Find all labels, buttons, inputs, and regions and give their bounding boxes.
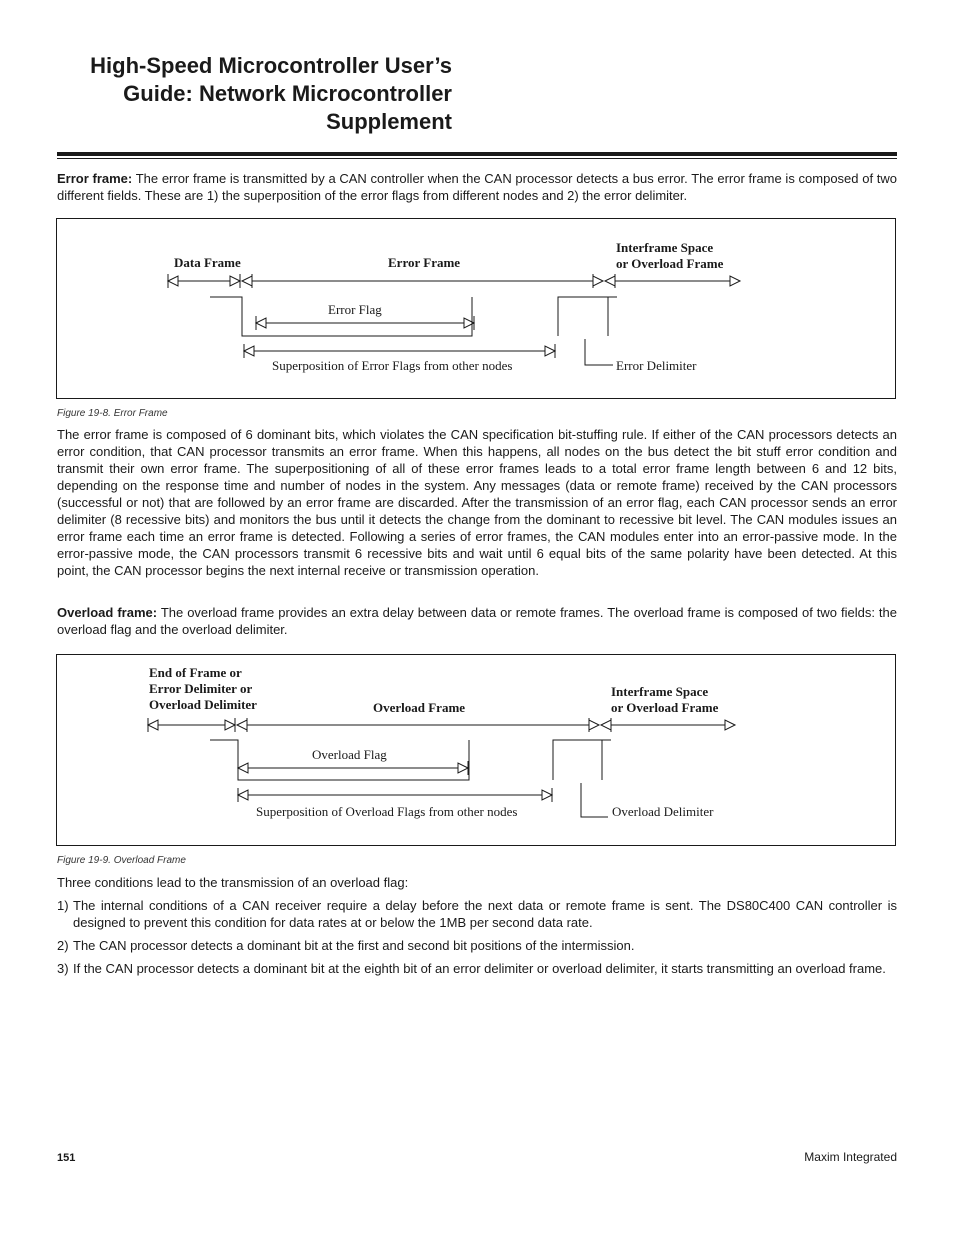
title-line-1: High-Speed Microcontroller User’s	[90, 53, 452, 78]
conditions-intro: Three conditions lead to the transmission of an overload flag:	[57, 875, 409, 890]
error-frame-intro	[57, 170, 897, 204]
arrowhead	[230, 276, 240, 286]
list-item-number: 1)	[57, 898, 69, 913]
list-item-text: If the CAN processor detects a dominant bit at the eighth bit of an error delimiter or overload delimiter, it starts transmitting an overload frame.	[73, 961, 886, 976]
arrowhead	[605, 276, 615, 286]
arrowhead	[545, 346, 555, 356]
header-rule-thick	[57, 152, 897, 156]
title-line-2: Guide: Network Microcontroller	[123, 81, 452, 106]
arrowhead	[256, 318, 266, 328]
interframe-label-line2: or Overload Frame	[611, 700, 719, 715]
overload-frame-figure	[56, 654, 896, 846]
arrowhead	[244, 346, 254, 356]
arrowhead	[725, 720, 735, 730]
arrowhead	[730, 276, 740, 286]
arrowhead	[458, 763, 468, 773]
company-name: Maxim Integrated	[804, 1150, 897, 1164]
arrowhead	[593, 276, 603, 286]
header-rule-thin	[57, 158, 897, 159]
error-frame-figure	[56, 218, 896, 399]
list-item-text: The internal conditions of a CAN receiver require a delay before the next data or remote frame is sent. The DS80C400 CAN controller is designed to prevent this condition for data rates at or below the 1MB per second data rate.	[73, 898, 897, 930]
page-title	[62, 52, 452, 136]
arrowhead	[601, 720, 611, 730]
overload-delimiter-label: Overload Delimiter	[612, 804, 714, 819]
error-frame-term: Error frame:	[57, 171, 133, 186]
figure-caption-error: Figure 19-8. Error Frame	[57, 408, 168, 419]
arrowhead	[168, 276, 178, 286]
list-item-text: The CAN processor detects a dominant bit at the first and second bit positions of the intermission.	[73, 938, 635, 953]
delimiter-leader	[585, 339, 613, 365]
overload-frame-term: Overload frame:	[57, 605, 158, 620]
error-frame-intro-text: The error frame is transmitted by a CAN controller when the CAN processor detects a bus error. The error frame is composed of two different fields. These are 1) the superposition of the error flags from different nodes and 2) the error delimiter.	[57, 171, 897, 203]
conditions-list	[57, 897, 897, 997]
error-frame-label: Error Frame	[388, 255, 461, 270]
error-frame-diagram	[57, 219, 895, 398]
error-delimiter-label: Error Delimiter	[616, 358, 697, 373]
interframe-label-line2: or Overload Frame	[616, 256, 724, 271]
interframe-label-line1: Interframe Space	[611, 684, 709, 699]
end-label-line3: Overload Delimiter	[149, 697, 257, 712]
list-item	[57, 937, 897, 954]
error-flag-label: Error Flag	[328, 302, 382, 317]
overload-frame-intro	[57, 604, 897, 638]
arrowhead	[237, 720, 247, 730]
title-line-3: Supplement	[326, 109, 452, 134]
end-label-line1: End of Frame or	[149, 665, 242, 680]
data-frame-label: Data Frame	[174, 255, 241, 270]
overload-frame-intro-text: The overload frame provides an extra delay between data or remote frames. The overload frame is composed of two fields: the overload flag and the overload delimiter.	[57, 605, 898, 637]
arrowhead	[542, 790, 552, 800]
delimiter-leader	[581, 783, 608, 817]
overload-frame-label: Overload Frame	[373, 700, 466, 715]
list-item-number: 2)	[57, 938, 69, 953]
list-item-number: 3)	[57, 961, 69, 976]
arrowhead	[238, 790, 248, 800]
superposition-label: Superposition of Error Flags from other nodes	[272, 358, 513, 373]
arrowhead	[242, 276, 252, 286]
interframe-label-line1: Interframe Space	[616, 240, 714, 255]
arrowhead	[148, 720, 158, 730]
arrowhead	[589, 720, 599, 730]
arrowhead	[225, 720, 235, 730]
overload-frame-diagram	[57, 655, 895, 845]
page-number: 151	[57, 1152, 76, 1164]
overload-flag-label: Overload Flag	[312, 747, 387, 762]
end-label-line2: Error Delimiter or	[149, 681, 253, 696]
list-item	[57, 897, 897, 931]
figure-caption-overload: Figure 19-9. Overload Frame	[57, 855, 186, 866]
error-frame-body: The error frame is composed of 6 dominant bits, which violates the CAN specification bit-stuffing rule. If either of the CAN processors detects an error condition, that CAN processor transmits an error frame. When this happens, all nodes on the bus detect the bit stuff error condition and transmit their own error frame. The superpositioning of all of these error frames leads to a total error frame length between 6 and 12 bits, depending on the response time and number of nodes in the system. Any messages (data or remote frame) received by the CAN processors (successful or not) that are followed by an error frame are discarded. After the transmission of an error flag, each CAN processor sends an error delimiter (8 recessive bits) and monitors the bus until it detects the change from the dominant to recessive bit level. The CAN modules issues an error frame each time an error frame is detected. Following a series of error frames, the CAN modules enter into an error-passive mode. In the error-passive mode, the CAN processors transmit 6 recessive bits and wait until 6 equal bits of the same polarity have been detected. At this point, the CAN processor begins the next internal receive or transmission operation.	[57, 427, 897, 578]
superposition-label: Superposition of Overload Flags from other nodes	[256, 804, 518, 819]
list-item	[57, 960, 897, 977]
arrowhead	[238, 763, 248, 773]
